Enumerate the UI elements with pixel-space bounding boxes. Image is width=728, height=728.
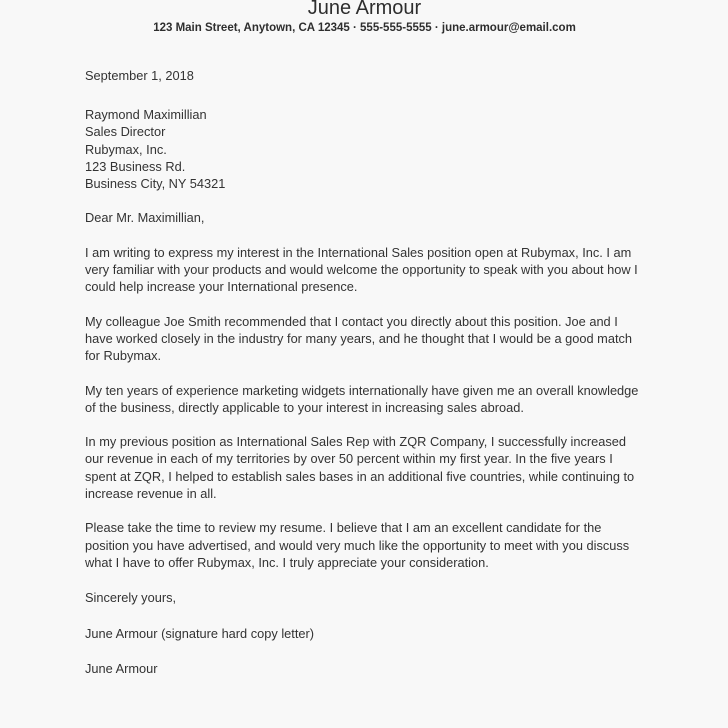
sender-contact-line: 123 Main Street, Anytown, CA 12345 · 555-555-5555 · june.armour@email.com — [153, 22, 576, 34]
recipient-name: Raymond Maximillian — [85, 107, 207, 122]
recipient-city: Business City, NY 54321 — [85, 176, 226, 192]
recipient-title: Sales Director — [85, 124, 166, 140]
recipient-company: Rubymax, Inc. — [85, 141, 167, 157]
letter-paragraph: In my previous position as International Sales Rep with ZQR Company, I successfully increased our revenue in each of my territories by over 50 percent within my first year. In the five years I spent at ZQR, I helped to establish sales bases in an additional five countries, while continuing to increase revenue in all. — [85, 434, 635, 502]
letter-paragraph: Please take the time to review my resume. I believe that I am an excellent candidate for the position you have advertised, and would very much like the opportunity to meet with you discuss what I have to offer Rubymax, Inc. I truly appreciate your consideration. — [85, 520, 630, 570]
letter-paragraph: I am writing to express my interest in the International Sales position open at Rubymax, Inc. I am very familiar with your products and would welcome the opportunity to speak with you about how I could help increase your International presence. — [85, 244, 638, 295]
sender-name: June Armour — [307, 0, 422, 19]
recipient-street: 123 Business Rd. — [85, 158, 186, 174]
letter-paragraph: My colleague Joe Smith recommended that I contact you directly about this position. Joe and I have worked closely in the industry for many years, and he thought that I would be a good match for Rubymax. — [85, 313, 633, 364]
signature-note: June Armour (signature hard copy letter) — [85, 625, 315, 641]
closing: Sincerely yours, — [85, 590, 177, 606]
salutation: Dear Mr. Maximillian, — [85, 210, 205, 226]
letter-date: September 1, 2018 — [85, 68, 194, 83]
letter-paragraph: My ten years of experience marketing widgets internationally have given me an overall knowledge of the business, directly applicable to your interest in increasing sales abroad. — [85, 382, 639, 415]
typed-name: June Armour — [85, 660, 158, 676]
recipient-address-block — [85, 106, 644, 192]
letter-header — [85, 0, 644, 36]
